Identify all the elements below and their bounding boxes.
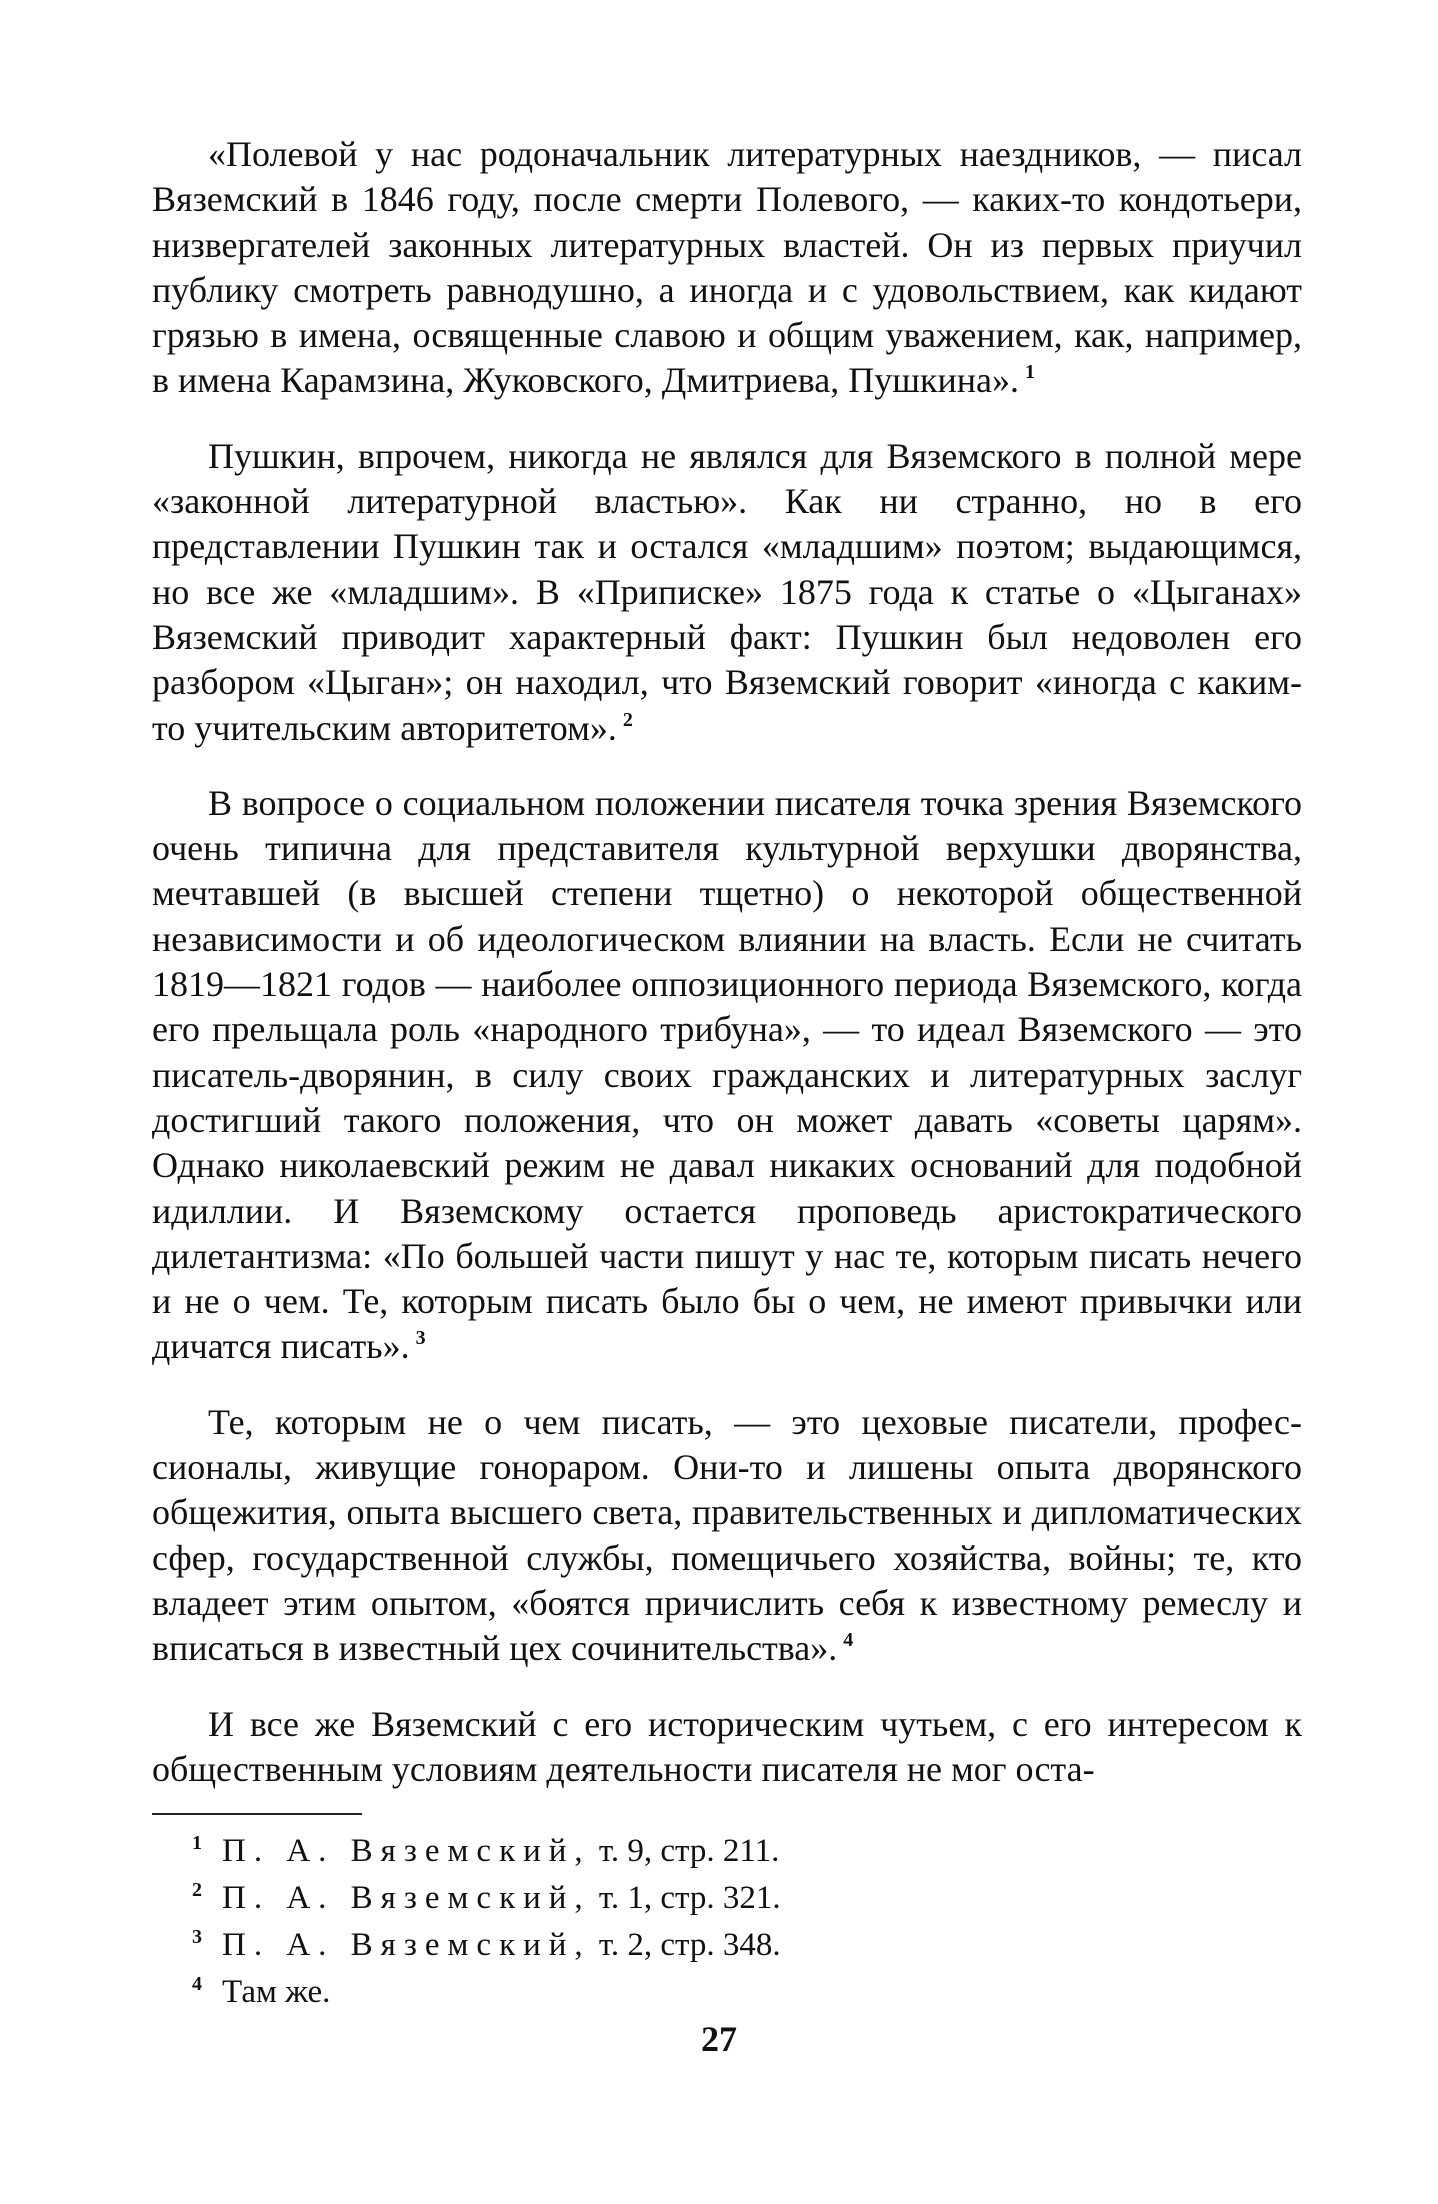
page-number: 27 (701, 2019, 737, 2059)
paragraph-5 (152, 1702, 1302, 1793)
footnote-author: П. А. Вяземский, (222, 1927, 591, 1963)
footnote-ref-4[interactable]: 4 (843, 1629, 854, 1652)
paragraph-2 (152, 434, 1302, 751)
footnote-number: 4 (192, 1973, 202, 1995)
footnote-3 (192, 1918, 1192, 1965)
footnote-divider (152, 1813, 362, 1815)
footnote-number: 2 (192, 1879, 202, 1901)
footnote-source: т. 9, стр. 211. (590, 1833, 780, 1869)
footnote-1 (192, 1824, 1192, 1871)
paragraph-text: «Полевой у нас родоначальник литературных наездников, — писал Вяземский в 1846 году, после смерти Полевого, — каких-то кондотьери, низвергателей законных литературных властей. Он из первых приучил публику смотреть равнодушно, а иногда и с удовольствием, как кидают грязью в имена, освященные славою и общим уважением, как, например, в имена Карамзина, Жуковского, Дмитриева, Пушкина». (152, 134, 1302, 401)
footnote-ref-2[interactable]: 2 (622, 708, 633, 731)
paragraph-1 (152, 132, 1302, 404)
footnote-4 (192, 1965, 1192, 2012)
paragraph-text: В вопросе о социальном положении писателя точка зрения Вяземского очень типична для представителя культурной верхушки дворянства, мечтавшей (в высшей степени тщетно) о некоторой общественной независимости и об идеологическом влиянии на власть. Если не считать 1819—1821 годов — наиболее оппозиционного периода Вяземского, когда его прельщала роль «народного трибуна», — то идеал Вяземского — это писатель-дворянин, в силу своих гражданских и литературных заслуг достигший такого положения, что он может давать «советы царям». Однако николаевский режим не давал никаких оснований для подобной идиллии. И Вяземскому остается проповедь аристократического дилетантизма: «По большей части пишут у нас те, которым писать нечего и не о чем. Те, которым писать было бы о чем, не имеют привычки или дичатся писать». (152, 782, 1302, 1367)
footnotes (192, 1824, 1192, 2012)
footnote-author: П. А. Вяземский, (222, 1880, 591, 1916)
footnote-number: 3 (192, 1926, 202, 1948)
paragraph-text: И все же Вяземский с его историческим чутьем, с его интересом к общественным условиям деятельности писателя не мог оста- (152, 1703, 1302, 1789)
paragraph-text: Пушкин, впрочем, никогда не являлся для Вяземского в полной мере «законной литературной властью». Как ни странно, но в его представлении Пушкин так и остался «младшим» поэтом; выдающимся, но все же «младшим». В «Приписке» 1875 года к статье о «Цыганах» Вяземский приводит характерный факт: Пушкин был недоволен его разбором «Цыган»; он находил, что Вяземский говорит «иногда с каким-то учительским авторитетом». (152, 435, 1302, 748)
footnote-source: т. 2, стр. 348. (590, 1927, 781, 1963)
footnote-text: Там же. (222, 1974, 331, 2010)
footnote-ref-3[interactable]: 3 (415, 1327, 426, 1350)
footnote-source: т. 1, стр. 321. (590, 1880, 781, 1916)
body-text (152, 132, 1302, 1822)
footnote-2 (192, 1871, 1192, 1918)
paragraph-text: Те, которым не о чем писать, — это цеховые писатели, профессионалы, живущие гонораром. Они-то и лишены опыта дворянского общежития, опыта высшего света, правительственных и дипломатических сфер, государственной службы, помещичьего хозяйства, войны; те, кто владеет этим опытом, «боятся причислить себя к известному ремеслу и вписаться в известный цех сочинительства». (152, 1401, 1302, 1669)
paragraph-4 (152, 1400, 1302, 1672)
paragraph-3 (152, 781, 1302, 1370)
footnote-number: 1 (192, 1832, 202, 1854)
footnote-ref-1[interactable]: 1 (1024, 361, 1035, 384)
footnote-author: П. А. Вяземский, (222, 1833, 591, 1869)
